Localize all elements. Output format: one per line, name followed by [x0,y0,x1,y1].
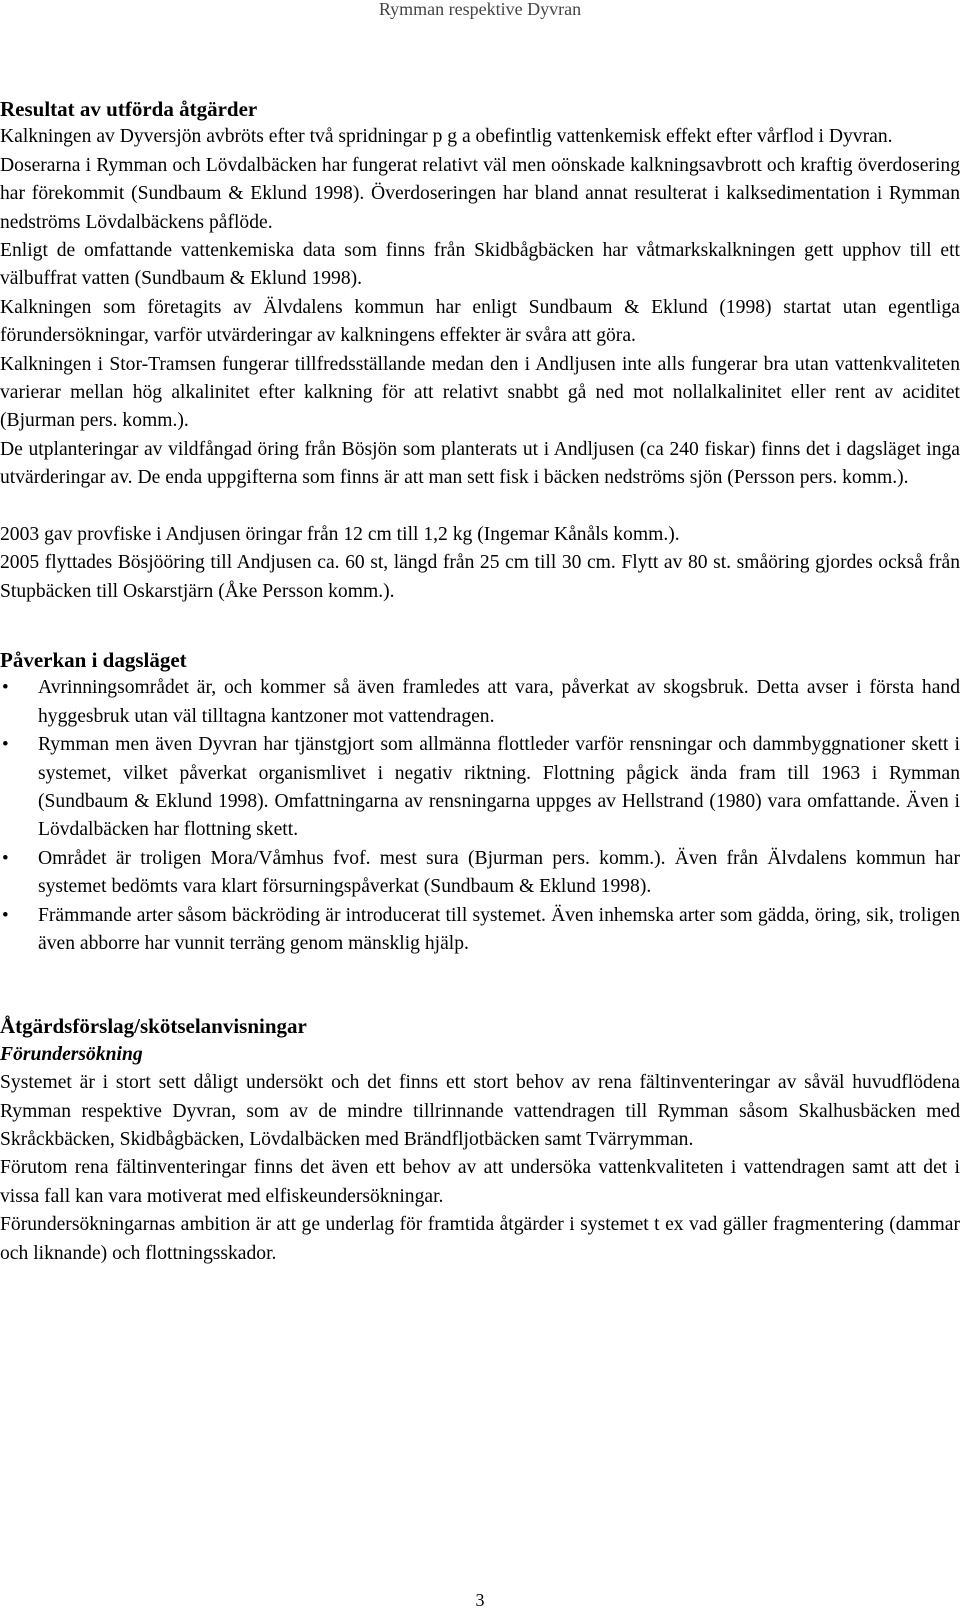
impact-bullet-item [0,731,960,845]
proposals-heading: Åtgärdsförslag/skötselanvisningar [0,1014,307,1039]
impact-bullet-list [0,674,960,958]
results-paragraph-1: Kalkningen av Dyversjön avbröts efter två spridningar p g a obefintlig vattenkemisk effekt efter vårflod i Dyvran. [0,126,893,148]
page-number: 3 [475,1590,485,1610]
bullet-icon: • [2,904,9,926]
bullet-icon: • [2,734,9,756]
proposals-paragraph-1: Systemet är i stort sett dåligt undersökt och det finns ett stort behov av rena fältinventeringar av såväl huvudflödena Rymman respektive Dyvran, som av de mindre tillrinnande vattendragen till Rymman såsom Skalhusbäcken med Skråckbäcken, Skidbågbäcken, Lövdalbäcken med Brändfljotbäcken samt Tvärrymman. [0,1072,960,1150]
document-body [0,95,960,1268]
results-paragraph-2: Doserarna i Rymman och Lövdalbäcken har fungerat relativt väl men oönskade kalkningsavbrott och kraftig överdosering har förekommit (Sundbaum & Eklund 1998). Överdoseringen har bland annat resulterat i kalksedimentation i Rymman nedströms Lövdalbäckens påflöde. [0,154,960,233]
impact-section [0,646,960,958]
bullet-icon: • [2,677,9,699]
results-paragraph-3: Enligt de omfattande vattenkemiska data som finns från Skidbågbäcken har våtmarkskalkningen gett upphov till ett välbuffrat vatten (Sundbaum & Eklund 1998). [0,240,960,290]
impact-heading: Påverkan i dagsläget [0,647,187,672]
fishing-note-2: 2005 flyttades Bösjööring till Andjusen ca. 60 st, längd från 25 cm till 30 cm. Flytt av 80 st. småöring gjordes också från Stupbäcken till Oskarstjärn (Åke Persson komm.). [0,552,960,602]
results-paragraph-4: Kalkningen som företagits av Älvdalens kommun har enligt Sundbaum & Eklund (1998) startat utan egentliga förundersökningar, varför utvärderingar av kalkningens effekter är svåra att göra. [0,296,960,347]
section-spacer [0,958,960,1012]
section-spacer [0,606,960,646]
impact-bullet-item [0,845,960,902]
proposals-paragraph-3: Förundersökningarnas ambition är att ge underlag för framtida åtgärder i systemet t ex vad gäller fragmentering (dammar och liknande) och flottningsskador. [0,1214,960,1264]
proposals-paragraph-2: Förutom rena fältinventeringar finns det även ett behov av att undersöka vattenkvaliteten i vattendragen samt att det i vissa fall kan vara motiverat med elfiskeundersökningar. [0,1157,960,1207]
results-paragraph-6: De utplanteringar av vildfångad öring från Bösjön som planterats ut i Andljusen (ca 240 fiskar) finns det i dagsläget inga utvärderingar av. De enda uppgifterna som finns är att man sett fisk i bäcken nedströms sjön (Persson pers. komm.). [0,438,960,489]
impact-bullet-text: Avrinningsområdet är, och kommer så även framledes att vara, påverkat av skogsbruk. Detta avser i första hand hyggesbruk utan väl tilltagna kantzoner mot vattendragen. [38,677,960,727]
impact-bullet-text: Främmande arter såsom bäckröding är introducerat till systemet. Även inhemska arter som gädda, öring, sik, troligen även abborre har vunnit terräng genom mänsklig hjälp. [38,904,960,954]
proposals-section [0,1012,960,1268]
impact-bullet-text: Rymman men även Dyvran har tjänstgjort som allmänna flottleder varför rensningar och dammbyggnationer skett i systemet, vilket påverkat organismlivet i negativ riktning. Flottning pågick ända fram till 1963 i Rymman (Sundbaum & Eklund 1998). Omfattningarna av rensningarna uppges av Hellstrand (1980) vara omfattande. Även i Lövdalbäcken har flottning skett. [38,734,960,841]
bullet-icon: • [2,847,9,869]
impact-bullet-item [0,902,960,959]
paragraph-spacer [0,493,960,521]
proposals-subheading: Förundersökning [0,1043,143,1065]
impact-bullet-item [0,674,960,731]
running-header: Rymman respektive Dyvran [378,0,582,19]
results-section [0,95,960,606]
results-heading: Resultat av utförda åtgärder [0,97,258,121]
fishing-note-1: 2003 gav provfiske i Andjusen öringar från 12 cm till 1,2 kg (Ingemar Kånåls komm.). [0,523,680,545]
results-paragraph-5: Kalkningen i Stor-Tramsen fungerar tillfredsställande medan den i Andljusen inte alls fungerar bra utan vattenkvaliteten varierar mellan hög alkalinitet efter kalkning för att relativt snabbt gå ned mot nollalkalinitet eller rent av aciditet (Bjurman pers. komm.). [0,353,960,432]
impact-bullet-text: Området är troligen Mora/Våmhus fvof. mest sura (Bjurman pers. komm.). Även från Älvdalens kommun har systemet bedömts vara klart försurningspåverkat (Sundbaum & Eklund 1998). [38,847,960,898]
